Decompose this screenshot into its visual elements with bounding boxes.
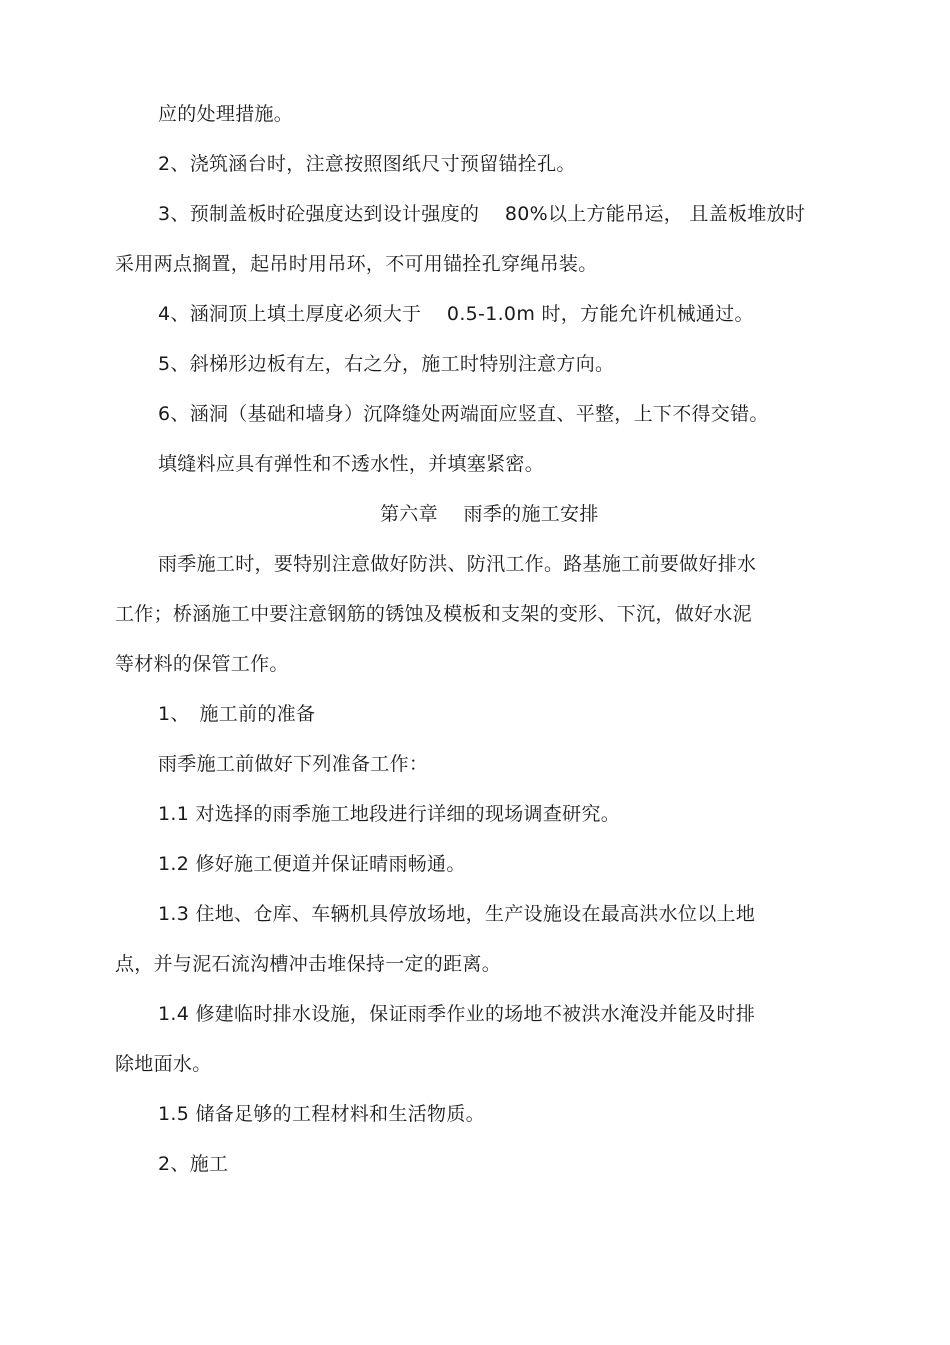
paragraph-line: 除地面水。 [115, 1053, 212, 1075]
list-item: 1.4 修建临时排水设施，保证雨季作业的场地不被洪水淹没并能及时排 [158, 1003, 756, 1025]
paragraph-line: 4、涵洞顶上填土厚度必须大于 0.5-1.0m 时，方能允许机械通过。 [158, 303, 754, 325]
paragraph-line: 采用两点搁置，起吊时用吊环，不可用锚拴孔穿绳吊装。 [115, 253, 598, 275]
paragraph-line: 应的处理措施。 [158, 103, 294, 125]
list-item: 1.2 修好施工便道并保证晴雨畅通。 [158, 853, 466, 875]
paragraph-line: 雨季施工时，要特别注意做好防洪、防汛工作。路基施工前要做好排水 [158, 553, 757, 575]
section-heading: 1、 施工前的准备 [158, 703, 316, 725]
list-item: 1.3 住地、仓库、车辆机具停放场地，生产设施设在最高洪水位以上地 [158, 903, 756, 925]
section-heading: 2、施工 [158, 1153, 229, 1175]
paragraph-line: 等材料的保管工作。 [115, 653, 289, 675]
paragraph-line: 2、浇筑涵台时，注意按照图纸尺寸预留锚拴孔。 [158, 153, 576, 175]
paragraph-line: 工作；桥涵施工中要注意钢筋的锈蚀及模板和支架的变形、下沉，做好水泥 [115, 603, 752, 625]
paragraph-line: 6、涵洞（基础和墙身）沉降缝处两端面应竖直、平整，上下不得交错。 [158, 403, 769, 425]
paragraph-line: 填缝料应具有弹性和不透水性，并填塞紧密。 [158, 453, 545, 475]
list-item: 1.5 储备足够的工程材料和生活物质。 [158, 1103, 485, 1125]
chapter-heading: 第六章 雨季的施工安排 [380, 503, 599, 525]
paragraph-line: 点，并与泥石流沟槽冲击堆保持一定的距离。 [115, 953, 502, 975]
paragraph-line: 5、斜梯形边板有左，右之分，施工时特别注意方向。 [158, 353, 615, 375]
list-item: 1.1 对选择的雨季施工地段进行详细的现场调查研究。 [158, 803, 621, 825]
paragraph-line: 雨季施工前做好下列准备工作： [158, 753, 429, 775]
paragraph-line: 3、预制盖板时砼强度达到设计强度的 80%以上方能吊运， 且盖板堆放时 [158, 203, 806, 225]
